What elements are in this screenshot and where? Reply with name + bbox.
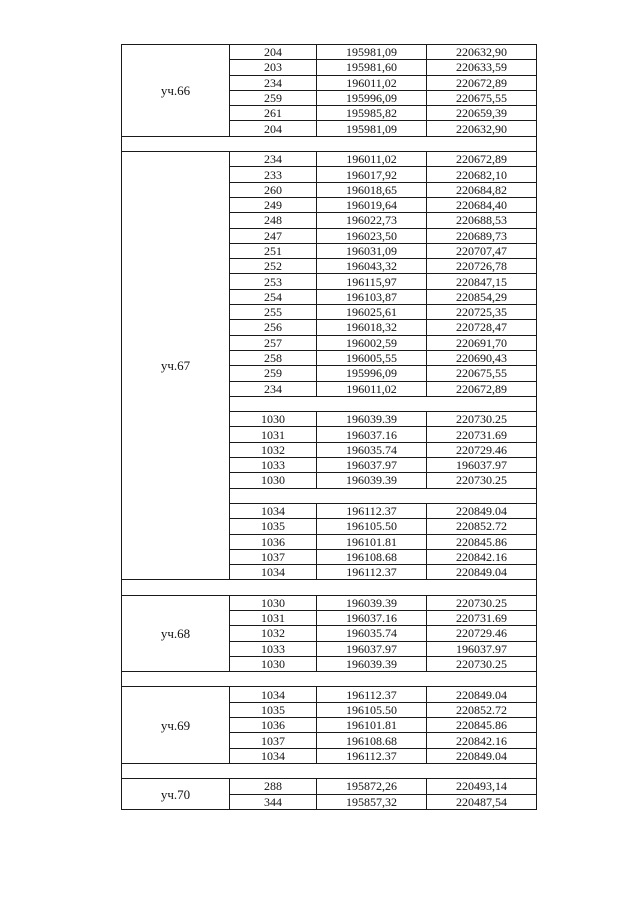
x-coordinate-cell: 196103,87 (317, 289, 427, 304)
point-number-cell: 1033 (230, 641, 317, 656)
x-coordinate-cell: 196039.39 (317, 412, 427, 427)
point-number-cell: 234 (230, 381, 317, 396)
x-coordinate-cell: 196019,64 (317, 197, 427, 212)
y-coordinate-cell: 220731.69 (427, 610, 537, 625)
x-coordinate-cell: 196035.74 (317, 442, 427, 457)
y-coordinate-cell: 220633,59 (427, 60, 537, 75)
point-number-cell: 248 (230, 213, 317, 228)
point-number-cell: 1037 (230, 733, 317, 748)
separator-cell (122, 580, 537, 595)
x-coordinate-cell: 196011,02 (317, 75, 427, 90)
separator-cell (122, 672, 537, 687)
point-number-cell: 288 (230, 779, 317, 794)
parcel-label: уч.67 (122, 152, 230, 580)
point-number-cell: 1033 (230, 458, 317, 473)
table-row (122, 152, 537, 167)
table-row (122, 687, 537, 702)
y-coordinate-cell: 220845.86 (427, 534, 537, 549)
y-coordinate-cell: 220729.46 (427, 442, 537, 457)
x-coordinate-cell: 196105.50 (317, 519, 427, 534)
x-coordinate-cell: 195981,09 (317, 121, 427, 136)
point-number-cell: 1031 (230, 610, 317, 625)
point-number-cell: 247 (230, 228, 317, 243)
table-row (122, 45, 537, 60)
point-number-cell: 204 (230, 121, 317, 136)
x-coordinate-cell: 196043,32 (317, 259, 427, 274)
x-coordinate-cell: 196039.39 (317, 595, 427, 610)
x-coordinate-cell: 196101.81 (317, 534, 427, 549)
y-coordinate-cell: 220632,90 (427, 45, 537, 60)
x-coordinate-cell: 196025,61 (317, 305, 427, 320)
point-number-cell: 1030 (230, 656, 317, 671)
y-coordinate-cell: 220730.25 (427, 473, 537, 488)
y-coordinate-cell: 220849.04 (427, 748, 537, 763)
y-coordinate-cell: 220672,89 (427, 75, 537, 90)
section-separator (122, 672, 537, 687)
y-coordinate-cell: 220852.72 (427, 519, 537, 534)
y-coordinate-cell: 220728,47 (427, 320, 537, 335)
y-coordinate-cell: 220675,55 (427, 366, 537, 381)
point-number-cell: 253 (230, 274, 317, 289)
y-coordinate-cell: 220730.25 (427, 412, 537, 427)
x-coordinate-cell: 196105.50 (317, 702, 427, 717)
x-coordinate-cell: 195996,09 (317, 366, 427, 381)
y-coordinate-cell: 220707,47 (427, 243, 537, 258)
x-coordinate-cell: 196018,32 (317, 320, 427, 335)
point-number-cell: 258 (230, 350, 317, 365)
y-coordinate-cell: 220689,73 (427, 228, 537, 243)
y-coordinate-cell: 220725,35 (427, 305, 537, 320)
point-number-cell: 249 (230, 197, 317, 212)
x-coordinate-cell: 196023,50 (317, 228, 427, 243)
x-coordinate-cell: 195857,32 (317, 794, 427, 809)
y-coordinate-cell: 220690,43 (427, 350, 537, 365)
y-coordinate-cell: 220688,53 (427, 213, 537, 228)
y-coordinate-cell: 220487,54 (427, 794, 537, 809)
y-coordinate-cell: 220493,14 (427, 779, 537, 794)
y-coordinate-cell: 196037.97 (427, 458, 537, 473)
y-coordinate-cell: 220659,39 (427, 106, 537, 121)
x-coordinate-cell: 196108.68 (317, 549, 427, 564)
x-coordinate-cell: 196115,97 (317, 274, 427, 289)
point-number-cell: 259 (230, 90, 317, 105)
point-number-cell: 255 (230, 305, 317, 320)
y-coordinate-cell: 220849.04 (427, 503, 537, 518)
x-coordinate-cell: 196017,92 (317, 167, 427, 182)
x-coordinate-cell: 196035.74 (317, 626, 427, 641)
parcel-label: уч.68 (122, 595, 230, 671)
table-row (122, 779, 537, 794)
table-row (122, 595, 537, 610)
y-coordinate-cell: 220845.86 (427, 718, 537, 733)
point-number-cell: 234 (230, 75, 317, 90)
point-number-cell: 252 (230, 259, 317, 274)
x-coordinate-cell: 195985,82 (317, 106, 427, 121)
x-coordinate-cell: 195981,60 (317, 60, 427, 75)
point-number-cell: 1034 (230, 503, 317, 518)
x-coordinate-cell: 196112.37 (317, 565, 427, 580)
x-coordinate-cell: 196039.39 (317, 656, 427, 671)
point-number-cell: 233 (230, 167, 317, 182)
y-coordinate-cell: 220842.16 (427, 733, 537, 748)
x-coordinate-cell: 196011,02 (317, 381, 427, 396)
point-number-cell: 261 (230, 106, 317, 121)
point-number-cell: 1031 (230, 427, 317, 442)
point-number-cell: 1036 (230, 534, 317, 549)
point-number-cell: 1032 (230, 626, 317, 641)
y-coordinate-cell: 220730.25 (427, 595, 537, 610)
point-number-cell: 1036 (230, 718, 317, 733)
point-number-cell: 254 (230, 289, 317, 304)
point-number-cell: 1032 (230, 442, 317, 457)
x-coordinate-cell: 195981,09 (317, 45, 427, 60)
point-number-cell: 1037 (230, 549, 317, 564)
x-coordinate-cell: 196112.37 (317, 687, 427, 702)
x-coordinate-cell: 196037.16 (317, 610, 427, 625)
point-number-cell: 251 (230, 243, 317, 258)
x-coordinate-cell: 195872,26 (317, 779, 427, 794)
y-coordinate-cell: 220731.69 (427, 427, 537, 442)
y-coordinate-cell: 220852.72 (427, 702, 537, 717)
y-coordinate-cell: 220729.46 (427, 626, 537, 641)
coordinate-table (121, 44, 537, 810)
point-number-cell: 1034 (230, 565, 317, 580)
x-coordinate-cell: 196037.97 (317, 458, 427, 473)
separator-cell (122, 136, 537, 151)
x-coordinate-cell: 196112.37 (317, 748, 427, 763)
x-coordinate-cell: 196112.37 (317, 503, 427, 518)
point-number-cell: 256 (230, 320, 317, 335)
x-coordinate-cell: 195996,09 (317, 90, 427, 105)
y-coordinate-cell: 220691,70 (427, 335, 537, 350)
x-coordinate-cell: 196005,55 (317, 350, 427, 365)
point-number-cell: 1035 (230, 519, 317, 534)
y-coordinate-cell: 220849.04 (427, 687, 537, 702)
x-coordinate-cell: 196037.16 (317, 427, 427, 442)
separator-cell (230, 396, 537, 411)
y-coordinate-cell: 220726,78 (427, 259, 537, 274)
point-number-cell: 1030 (230, 473, 317, 488)
point-number-cell: 1030 (230, 412, 317, 427)
section-separator (122, 763, 537, 778)
y-coordinate-cell: 220842.16 (427, 549, 537, 564)
parcel-label: уч.66 (122, 45, 230, 137)
section-separator (122, 580, 537, 595)
x-coordinate-cell: 196037.97 (317, 641, 427, 656)
point-number-cell: 259 (230, 366, 317, 381)
x-coordinate-cell: 196022,73 (317, 213, 427, 228)
point-number-cell: 1035 (230, 702, 317, 717)
parcel-label: уч.69 (122, 687, 230, 763)
y-coordinate-cell: 196037.97 (427, 641, 537, 656)
point-number-cell: 344 (230, 794, 317, 809)
x-coordinate-cell: 196101.81 (317, 718, 427, 733)
separator-cell (230, 488, 537, 503)
point-number-cell: 204 (230, 45, 317, 60)
y-coordinate-cell: 220684,40 (427, 197, 537, 212)
x-coordinate-cell: 196002,59 (317, 335, 427, 350)
y-coordinate-cell: 220675,55 (427, 90, 537, 105)
y-coordinate-cell: 220854,29 (427, 289, 537, 304)
point-number-cell: 257 (230, 335, 317, 350)
point-number-cell: 1034 (230, 748, 317, 763)
x-coordinate-cell: 196031,09 (317, 243, 427, 258)
y-coordinate-cell: 220730.25 (427, 656, 537, 671)
y-coordinate-cell: 220632,90 (427, 121, 537, 136)
y-coordinate-cell: 220672,89 (427, 381, 537, 396)
point-number-cell: 1034 (230, 687, 317, 702)
y-coordinate-cell: 220672,89 (427, 152, 537, 167)
point-number-cell: 1030 (230, 595, 317, 610)
y-coordinate-cell: 220849.04 (427, 565, 537, 580)
y-coordinate-cell: 220684,82 (427, 182, 537, 197)
point-number-cell: 260 (230, 182, 317, 197)
y-coordinate-cell: 220682,10 (427, 167, 537, 182)
x-coordinate-cell: 196018,65 (317, 182, 427, 197)
parcel-label: уч.70 (122, 779, 230, 810)
x-coordinate-cell: 196108.68 (317, 733, 427, 748)
separator-cell (122, 763, 537, 778)
y-coordinate-cell: 220847,15 (427, 274, 537, 289)
point-number-cell: 234 (230, 152, 317, 167)
x-coordinate-cell: 196011,02 (317, 152, 427, 167)
section-separator (122, 136, 537, 151)
point-number-cell: 203 (230, 60, 317, 75)
x-coordinate-cell: 196039.39 (317, 473, 427, 488)
